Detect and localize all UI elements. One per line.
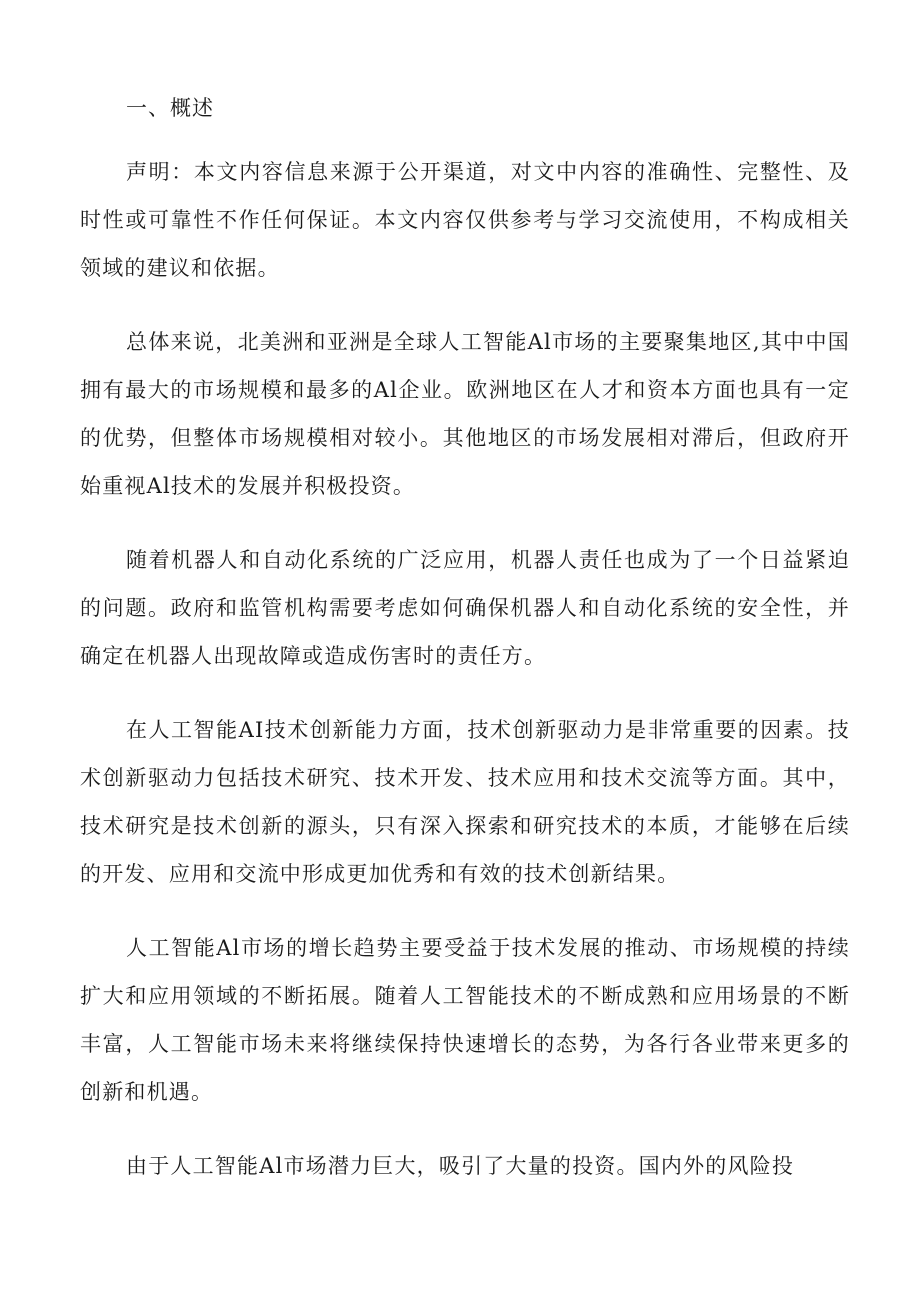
paragraph-disclaimer: 声明：本文内容信息来源于公开渠道，对文中内容的准确性、完整性、及时性或可靠性不作任何保证。本文内容仅供参考与学习交流使用，不构成相关领域的建议和依据。 [80,160,850,280]
paragraph-growth-trend: 人工智能Al市场的增长趋势主要受益于技术发展的推动、市场规模的持续扩大和应用领域的不断拓展。随着人工智能技术的不断成熟和应用场景的不断丰富，人工智能市场未来将继续保持快速增长的态势，为各行各业带来更多的创新和机遇。 [80,936,850,1104]
paragraph-investment: 由于人工智能Al市场潜力巨大，吸引了大量的投资。国内外的风险投 [126,1154,795,1178]
paragraph-innovation-drivers: 在人工智能AI技术创新能力方面，技术创新驱动力是非常重要的因素。技术创新驱动力包括技术研究、技术开发、技术应用和技术交流等方面。其中，技术研究是技术创新的源头，只有深入探索和研究技术的本质，才能够在后续的开发、应用和交流中形成更加优秀和有效的技术创新结果。 [80,718,850,886]
document-body [80,88,850,1216]
paragraph-regional-overview: 总体来说，北美洲和亚洲是全球人工智能Al市场的主要聚集地区,其中中国拥有最大的市场规模和最多的Al企业。欧洲地区在人才和资本方面也具有一定的优势，但整体市场规模相对较小。其他地区的市场发展相对滞后，但政府开始重视Al技术的发展并积极投资。 [80,330,850,498]
paragraph-robot-liability: 随着机器人和自动化系统的广泛应用，机器人责任也成为了一个日益紧迫的问题。政府和监管机构需要考虑如何确保机器人和自动化系统的安全性，并确定在机器人出现故障或造成伤害时的责任方。 [80,548,850,668]
section-heading: 一、概述 [126,96,214,120]
